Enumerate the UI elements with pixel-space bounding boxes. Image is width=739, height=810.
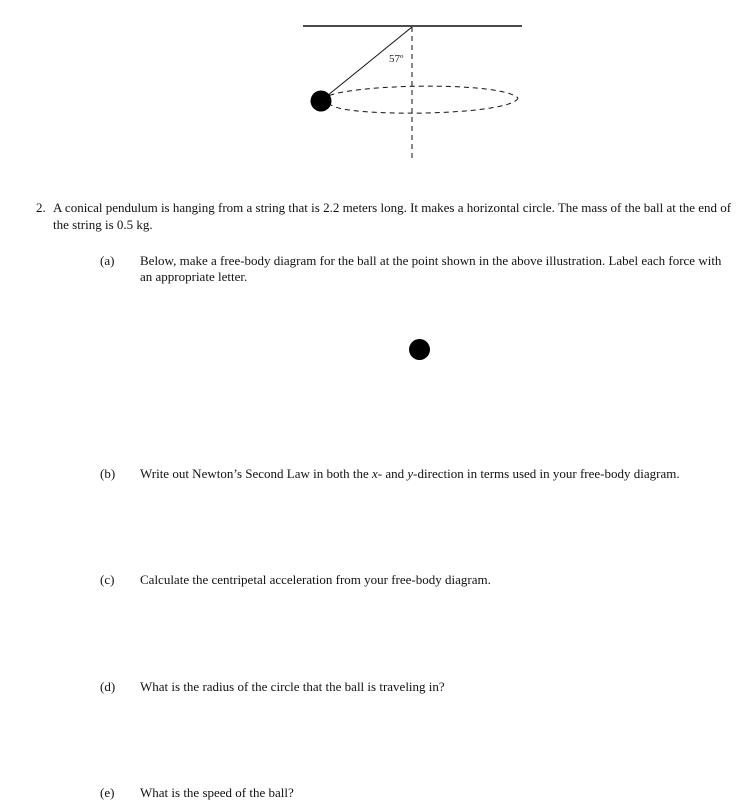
circle-path-front: [330, 98, 518, 113]
part-b-text-end: -direction in terms used in your free-body diagram.: [413, 466, 680, 481]
part-b-text-start: Write out Newton’s Second Law in both the: [140, 466, 372, 481]
part-c-label: (c): [100, 572, 115, 587]
angle-label: 57º: [389, 53, 404, 65]
part-b-label: (b): [100, 466, 116, 481]
part-e-text: What is the speed of the ball?: [140, 785, 294, 800]
part-d-label: (d): [100, 679, 116, 694]
pendulum-figure: [0, 0, 739, 180]
question-2: [36, 199, 732, 233]
pendulum-ball: [311, 91, 332, 112]
part-c-text: Calculate the centripetal acceleration from your free-body diagram.: [140, 572, 491, 587]
part-d-text: What is the radius of the circle that the ball is traveling in?: [140, 679, 445, 694]
part-e-label: (e): [100, 785, 115, 800]
part-b-text: [140, 466, 739, 482]
part-a-text: Below, make a free-body diagram for the ball at the point shown in the above illustration. Label each force with an appropriate letter.: [140, 253, 722, 284]
free-body-ball: [409, 339, 430, 360]
question-text: A conical pendulum is hanging from a string that is 2.2 meters long. It makes a horizontal circle. The mass of the ball at the end of the string is 0.5 kg.: [53, 200, 732, 232]
circle-path-back: [322, 86, 518, 100]
part-a-label: (a): [100, 253, 115, 268]
y-variable: y: [407, 466, 414, 481]
x-variable: x: [372, 466, 378, 481]
question-number: 2.: [36, 200, 46, 215]
part-b-text-mid: - and: [377, 466, 408, 481]
